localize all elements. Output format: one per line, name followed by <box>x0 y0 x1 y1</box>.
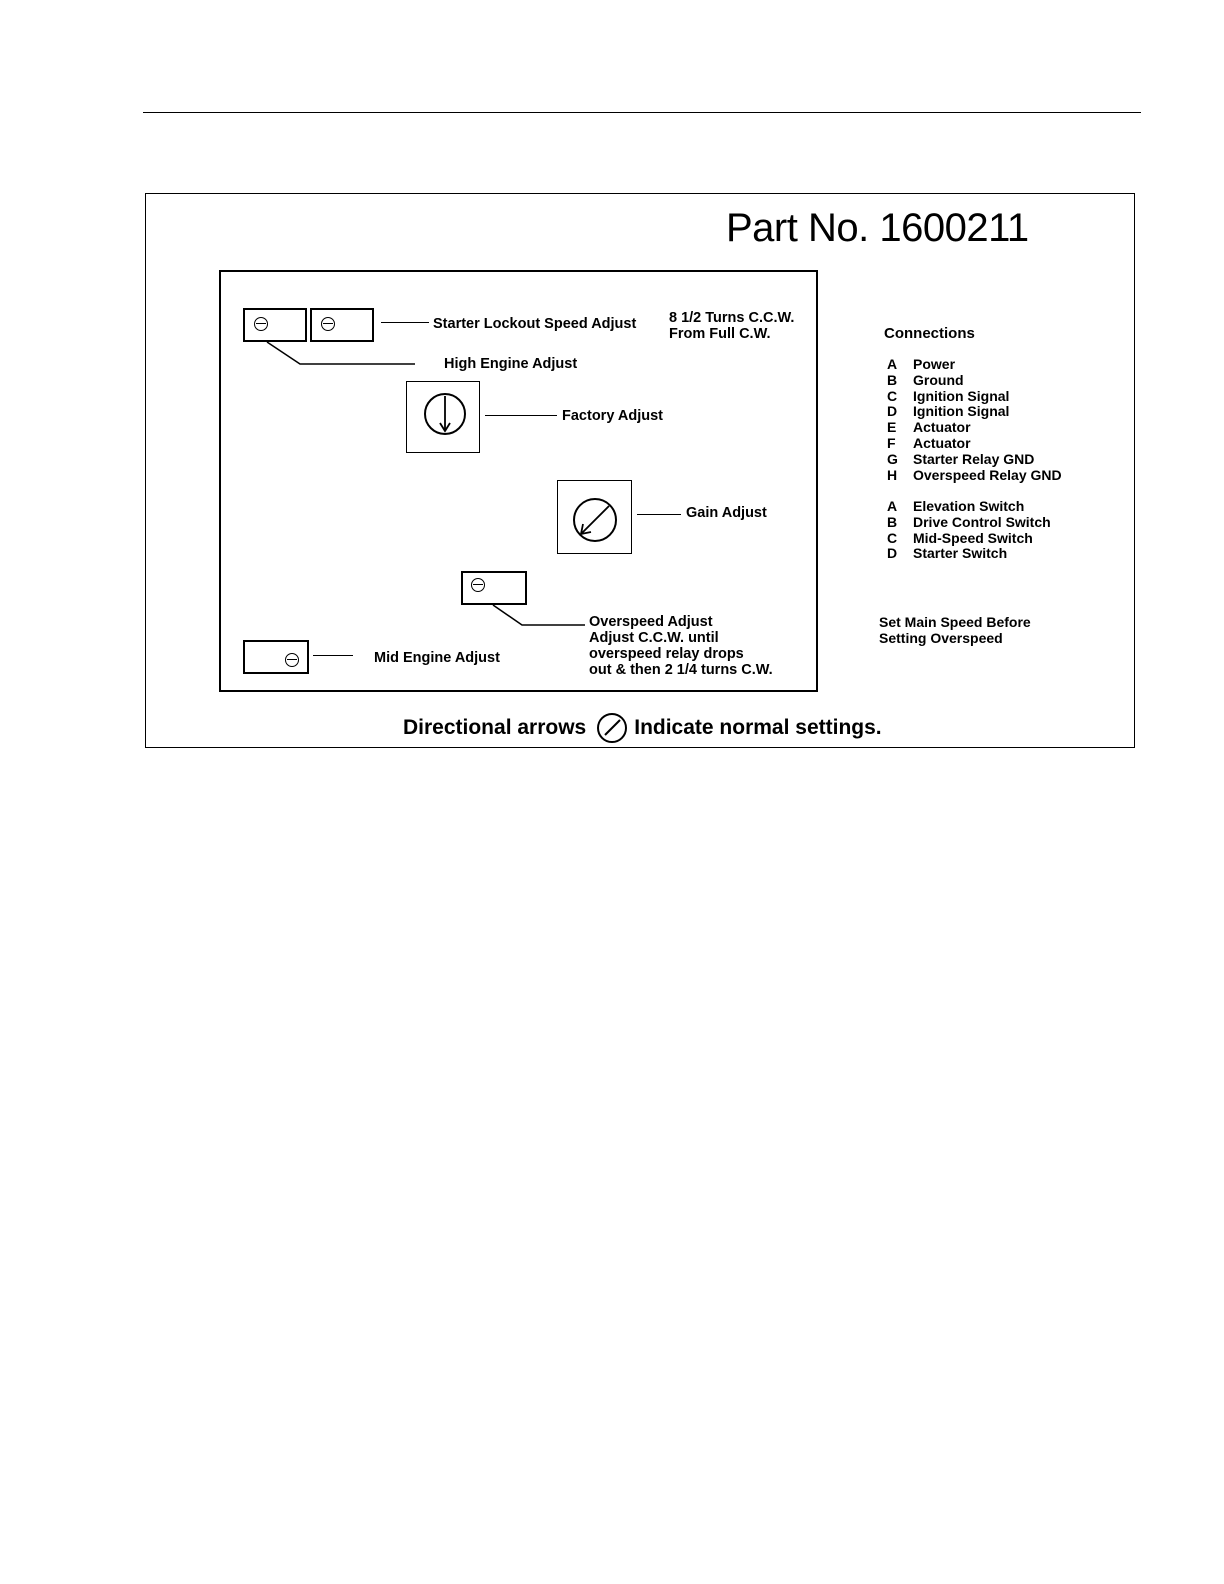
part-number: Part No. 1600211 <box>726 206 1029 250</box>
directional-arrow-icon <box>596 712 628 744</box>
gain-adjust-label: Gain Adjust <box>686 505 767 521</box>
overspeed-adjust-line-4: out & then 2 1/4 turns C.W. <box>589 662 773 678</box>
high-engine-label: High Engine Adjust <box>444 356 578 372</box>
connection-item: B Drive Control Switch <box>887 513 1051 530</box>
screw-slot-icon <box>285 653 299 667</box>
leader-line <box>313 655 353 656</box>
overspeed-adjust-line-2: Adjust C.C.W. until <box>589 630 719 646</box>
speed-note <box>879 614 1031 646</box>
connection-item: F Actuator <box>887 434 971 451</box>
connection-item: E Actuator <box>887 419 971 436</box>
connections-group-1 <box>887 357 1062 483</box>
connection-item: H Overspeed Relay GND <box>887 466 1062 483</box>
connection-item: G Starter Relay GND <box>887 450 1035 467</box>
leader-line <box>485 415 557 416</box>
connection-item: D Ignition Signal <box>887 403 1010 420</box>
down-arrow-dial-icon <box>407 382 478 451</box>
factory-adjust-pot <box>406 381 480 453</box>
high-engine-leader <box>265 340 425 370</box>
speed-note-line-1: Set Main Speed Before <box>879 614 1031 630</box>
footer-left-text: Directional arrows <box>403 716 587 739</box>
connection-item: C Mid-Speed Switch <box>887 529 1033 546</box>
connection-item: B Ground <box>887 371 964 388</box>
diagonal-arrow-dial-icon <box>558 481 630 552</box>
starter-lockout-label: Starter Lockout Speed Adjust <box>433 316 637 332</box>
leader-line <box>637 514 681 515</box>
connection-item: D Starter Switch <box>887 545 1008 562</box>
connection-item: A Elevation Switch <box>887 498 1025 514</box>
turns-line-2: From Full C.W. <box>669 326 771 342</box>
top-rule <box>143 112 1141 113</box>
overspeed-adjust-line-3: overspeed relay drops <box>589 646 744 662</box>
mid-engine-trim-pot <box>243 640 309 674</box>
screw-slot-icon <box>471 578 485 592</box>
mid-engine-label: Mid Engine Adjust <box>374 650 500 666</box>
high-engine-trim-pot <box>243 308 307 342</box>
connections-title: Connections <box>884 325 975 342</box>
leader-line <box>381 322 429 323</box>
connection-item: C Ignition Signal <box>887 387 1010 404</box>
turns-line-1: 8 1/2 Turns C.C.W. <box>669 310 795 326</box>
connections-group-2 <box>887 499 1051 562</box>
speed-note-line-2: Setting Overspeed <box>879 630 1003 646</box>
screw-slot-icon <box>321 317 335 331</box>
connection-item: A Power <box>887 356 956 372</box>
gain-adjust-pot <box>557 480 632 554</box>
overspeed-trim-pot <box>461 571 527 605</box>
starter-lockout-trim-pot <box>310 308 374 342</box>
screw-slot-icon <box>254 317 268 331</box>
overspeed-leader <box>490 603 590 629</box>
factory-adjust-label: Factory Adjust <box>562 408 663 424</box>
footer-caption <box>403 712 882 744</box>
overspeed-adjust-title: Overspeed Adjust <box>589 614 713 630</box>
footer-right-text: Indicate normal settings. <box>634 716 882 739</box>
